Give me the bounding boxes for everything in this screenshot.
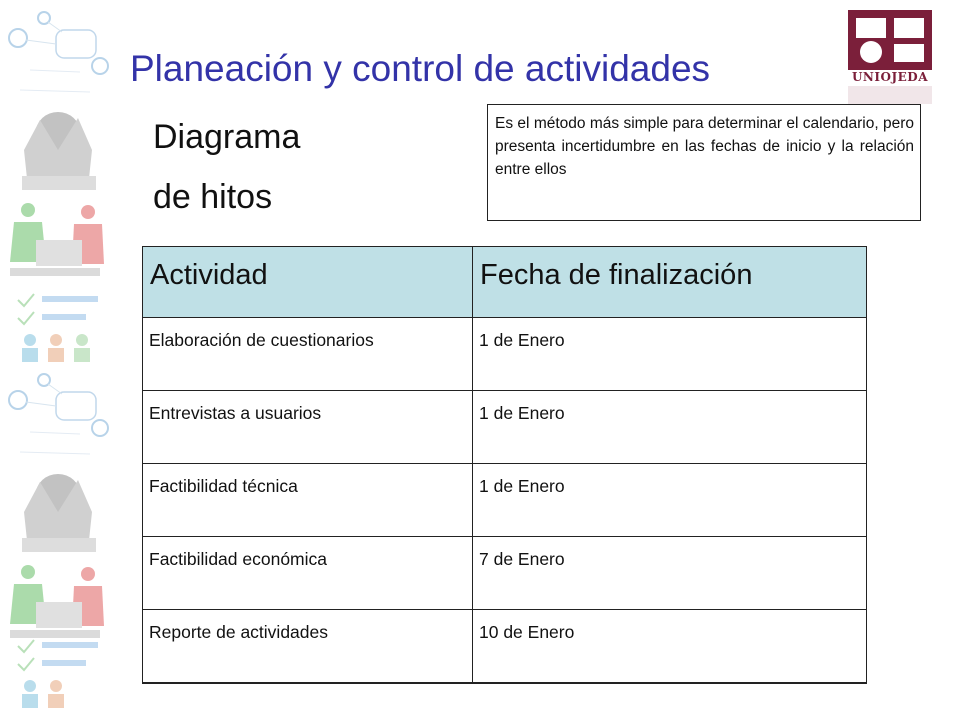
relaxing-person-icon [22,112,96,190]
meeting-people-icon [10,203,104,276]
relaxing-person-icon [22,474,96,552]
cell-activity: Elaboración de cuestionarios [143,318,473,391]
page-title: Planeación y control de actividades [130,48,711,89]
network-diagram-icon [9,12,108,92]
cell-end-date: 1 de Enero [473,391,867,464]
cell-activity: Reporte de actividades [143,610,473,683]
checklist-people-icon [18,640,98,708]
checklist-people-icon [18,294,98,362]
logo-wordmark: UNIOJEDA [851,70,929,84]
table-row [143,391,867,464]
uniojeda-logo [846,8,934,106]
table-row [143,610,867,683]
network-diagram-icon [9,374,108,454]
note-box: Es el método más simple para determinar el calendario, pero presenta incertidumbre en las fechas de inicio y la relación entre ellos [487,104,921,221]
header-activity: Actividad [143,247,473,318]
cell-end-date: 10 de Enero [473,610,867,683]
cell-end-date: 7 de Enero [473,537,867,610]
cell-end-date: 1 de Enero [473,318,867,391]
table-header-row [143,247,867,318]
cell-end-date: 1 de Enero [473,464,867,537]
decorative-side-strip [0,0,122,720]
cell-activity: Factibilidad económica [143,537,473,610]
table-row [143,318,867,391]
meeting-people-icon [10,565,104,638]
cell-activity: Factibilidad técnica [143,464,473,537]
cell-activity: Entrevistas a usuarios [143,391,473,464]
table-row [143,537,867,610]
header-end-date: Fecha de finalización [473,247,867,318]
subtitle-line-1: Diagrama [153,118,301,156]
table-row [143,464,867,537]
milestones-table [142,246,867,684]
subtitle-line-2: de hitos [153,178,273,216]
